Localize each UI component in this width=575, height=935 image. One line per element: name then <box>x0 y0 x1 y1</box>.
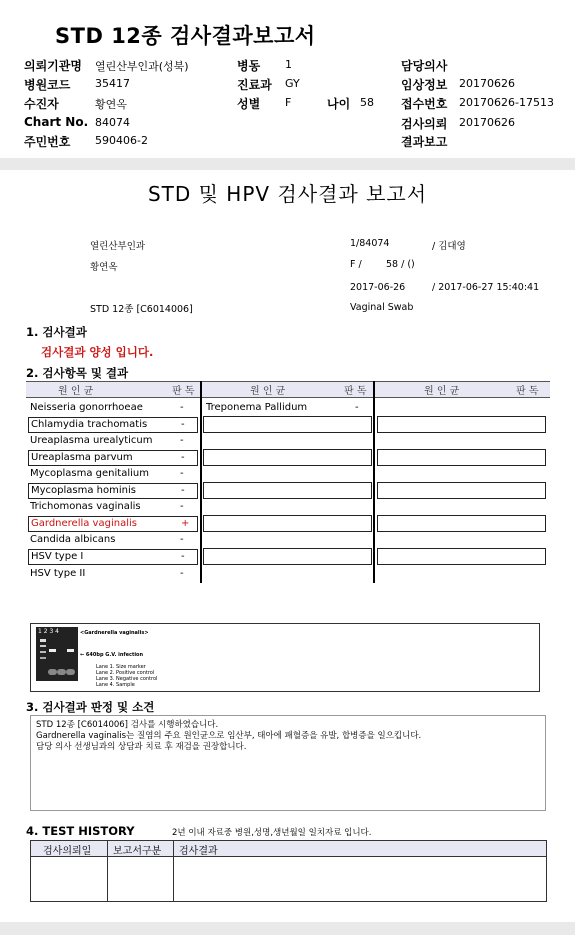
gel-legend-3: Lane 3. Negative control <box>96 676 158 682</box>
dept-value: GY <box>285 77 300 90</box>
report-sex: F / <box>350 259 362 270</box>
empty-cell <box>377 482 546 499</box>
gel-lane-numbers: 1 2 3 4 <box>38 628 59 635</box>
patient-label: 수진자 <box>24 97 59 111</box>
institution-label: 의뢰기관명 <box>24 59 82 73</box>
pathogen-name: Ureaplasma parvum <box>31 452 133 463</box>
empty-cell <box>203 548 372 565</box>
age-label: 나이 <box>327 97 351 111</box>
pathogen-name: Chlamydia trachomatis <box>31 419 148 430</box>
empty-cell <box>377 416 546 433</box>
page-title: STD 12종 검사결과보고서 <box>55 24 316 48</box>
chart-label: Chart No. <box>24 115 89 129</box>
dept-label: 진료과 <box>237 78 272 92</box>
section3-heading: 3. 검사결과 판정 및 소견 <box>26 700 155 714</box>
history-divider <box>173 841 174 901</box>
empty-cell <box>203 515 372 532</box>
pathogen-name: HSV type II <box>30 568 86 579</box>
table-row <box>28 417 198 433</box>
history-col-type: 보고서구분 <box>113 846 162 857</box>
ward-label: 병동 <box>237 59 261 73</box>
col1-judgement-header: 판 독 <box>172 386 195 397</box>
section2-heading: 2. 검사항목 및 결과 <box>26 366 129 380</box>
column-divider <box>200 381 202 583</box>
patient-value: 황연옥 <box>95 98 127 111</box>
pathogen-name: Mycoplasma hominis <box>31 485 136 496</box>
history-col-date: 검사의뢰일 <box>43 846 92 857</box>
table-row <box>28 401 196 415</box>
history-table <box>30 840 547 902</box>
empty-cell <box>377 449 546 466</box>
gel-legend-4: Lane 4. Sample <box>96 682 135 688</box>
col2-judgement-header: 판 독 <box>344 386 367 397</box>
report-label: 결과보고 <box>401 135 448 149</box>
report-institution: 열린산부인과 <box>90 241 146 252</box>
treponema-result: - <box>355 402 359 413</box>
pathogen-name: Mycoplasma genitalium <box>30 468 149 479</box>
gel-title: <Gardnerella vaginalis> <box>80 630 149 636</box>
requested-label: 검사의뢰 <box>401 117 448 131</box>
results-table-header <box>26 381 550 398</box>
opinion-line-1: STD 12종 [C6014006] 검사를 시행하였습니다. <box>36 720 219 730</box>
pathogen-result: - <box>180 468 184 479</box>
empty-cell <box>203 482 372 499</box>
sex-value: F <box>285 96 292 109</box>
empty-cell <box>203 449 372 466</box>
pathogen-name: Ureaplasma urealyticum <box>30 435 153 446</box>
report-test-code: STD 12종 [C6014006] <box>90 304 193 315</box>
receipt-label: 접수번호 <box>401 97 448 111</box>
separator-band <box>0 158 575 170</box>
requested-value: 20170626 <box>459 116 515 129</box>
table-row <box>28 549 198 565</box>
hospital-code-label: 병원코드 <box>24 78 71 92</box>
clinical-value: 20170626 <box>459 77 515 90</box>
empty-cell <box>377 548 546 565</box>
table-row <box>28 483 198 499</box>
pathogen-result: - <box>180 534 184 545</box>
gel-legend-1: Lane 1. Size marker <box>96 664 146 670</box>
table-row <box>28 500 196 514</box>
opinion-line-3: 담당 의사 선생님과의 상담과 치료 후 재검을 권장합니다. <box>36 742 247 752</box>
history-divider <box>107 841 108 901</box>
pathogen-result: - <box>181 485 185 496</box>
pathogen-result: - <box>181 551 185 562</box>
column-divider <box>373 381 375 583</box>
report-chart: 1/84074 <box>350 238 390 249</box>
report-age: 58 / () <box>386 259 415 270</box>
pathogen-result: - <box>180 501 184 512</box>
gel-legend-2: Lane 2. Positive control <box>96 670 155 676</box>
clinical-label: 임상정보 <box>401 78 448 92</box>
gel-electrophoresis-image <box>36 627 78 681</box>
col3-judgement-header: 판 독 <box>516 386 539 397</box>
report-date2: / 2017-06-27 15:40:41 <box>432 282 540 293</box>
chart-value: 84074 <box>95 116 130 129</box>
pathogen-name: HSV type I <box>31 551 84 562</box>
pathogen-result: - <box>180 402 184 413</box>
table-row-positive <box>28 516 198 532</box>
report-title: STD 및 HPV 검사결과 보고서 <box>147 182 428 206</box>
pathogen-result: - <box>181 452 185 463</box>
report-date1: 2017-06-26 <box>350 282 406 293</box>
pathogen-result: + <box>181 518 190 529</box>
table-row <box>28 467 196 481</box>
rrn-value: 590406-2 <box>95 134 148 147</box>
rrn-label: 주민번호 <box>24 135 71 149</box>
report-doctor: / 김대영 <box>432 241 466 252</box>
table-row <box>28 533 196 547</box>
bottom-band <box>0 922 575 935</box>
age-value: 58 <box>360 96 374 109</box>
history-col-result: 검사결과 <box>179 846 218 857</box>
section4-heading: 4. TEST HISTORY <box>26 824 135 838</box>
treponema-name: Treponema Pallidum <box>206 402 308 413</box>
receipt-value: 20170626-17513 <box>459 96 554 109</box>
report-patient: 황연옥 <box>90 262 118 273</box>
empty-cell <box>377 515 546 532</box>
col3-pathogen-header: 원 인 균 <box>424 386 460 397</box>
history-table-header <box>31 841 546 857</box>
opinion-line-2: Gardnerella vaginalis는 질염의 주요 원인균으로 임산부, 태아에 패혈증을 유발, 합병증을 일으킵니다. <box>36 731 422 741</box>
positive-result: 검사결과 양성 입니다. <box>41 345 154 359</box>
pathogen-result: - <box>180 435 184 446</box>
pathogen-name: Neisseria gonorrhoeae <box>30 402 143 413</box>
pathogen-name: Gardnerella vaginalis <box>31 518 137 529</box>
pathogen-result: - <box>181 419 185 430</box>
col2-pathogen-header: 원 인 균 <box>250 386 286 397</box>
doctor-label: 담당의사 <box>401 59 448 73</box>
report-specimen: Vaginal Swab <box>350 302 414 313</box>
pathogen-result: - <box>180 568 184 579</box>
hospital-code-value: 35417 <box>95 77 130 90</box>
pathogen-name: Candida albicans <box>30 534 116 545</box>
col1-pathogen-header: 원 인 균 <box>58 386 94 397</box>
history-note: 2년 이내 자료중 병원,성명,생년월일 일치자료 입니다. <box>172 828 372 838</box>
ward-value: 1 <box>285 58 292 71</box>
table-row <box>28 434 196 448</box>
table-row <box>28 567 196 581</box>
gel-marker: ← 640bp G.V. infection <box>80 652 144 658</box>
pathogen-name: Trichomonas vaginalis <box>30 501 141 512</box>
section1-heading: 1. 검사결과 <box>26 325 87 339</box>
sex-label: 성별 <box>237 97 261 111</box>
institution-value: 열린산부인과(성북) <box>95 60 189 73</box>
table-row <box>28 450 198 466</box>
empty-cell <box>203 416 372 433</box>
